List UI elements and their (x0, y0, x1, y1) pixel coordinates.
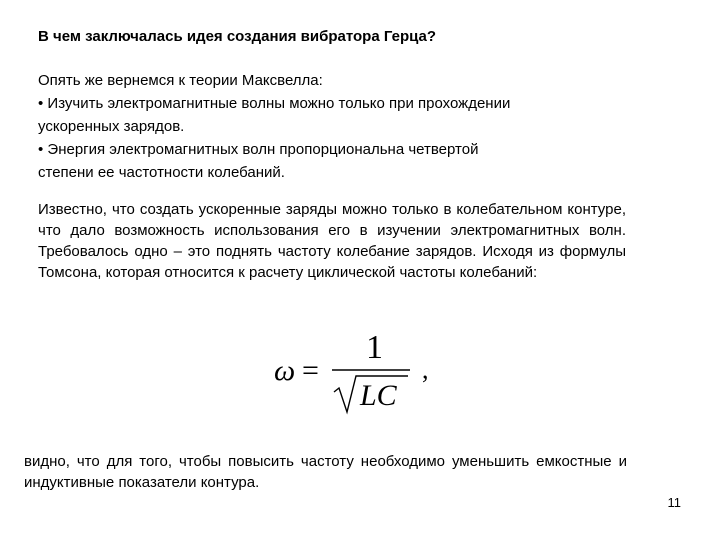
formula-numerator: 1 (366, 329, 383, 366)
bullet-item-continuation: степени ее частотности колебаний. (38, 164, 285, 181)
intro-line: Опять же вернемся к теории Максвелла: (38, 72, 323, 89)
conclusion-paragraph: видно, что для того, чтобы повысить частоту необходимо уменьшить емкостные и индуктивные показатели контура. (24, 453, 627, 491)
thomson-formula (270, 320, 450, 420)
bullet-item: • Энергия электромагнитных волн пропорциональна четвертой (38, 141, 479, 158)
formula-comma: , (422, 355, 429, 384)
page-number: 11 (667, 495, 681, 510)
bullet-item: • Изучить электромагнитные волны можно только при прохождении (38, 95, 511, 112)
formula-omega: ω (274, 354, 296, 387)
bullet-item-continuation: ускоренных зарядов. (38, 118, 185, 135)
slide-title: В чем заключалась идея создания вибратора Герца? (38, 28, 437, 45)
formula-equals: = (302, 354, 319, 387)
formula-svg (270, 320, 450, 420)
intro-block (38, 69, 638, 184)
formula-denominator: LC (360, 379, 397, 412)
body-paragraph: Известно, что создать ускоренные заряды можно только в колебательном контуре, что дало возможность использования его в изучении электромагнитных волн. Требовалось одно – это поднять частоту колебание зарядов. Исходя из формулы Томсона, которая относится к расчету циклической частоты колебаний: (38, 201, 626, 281)
